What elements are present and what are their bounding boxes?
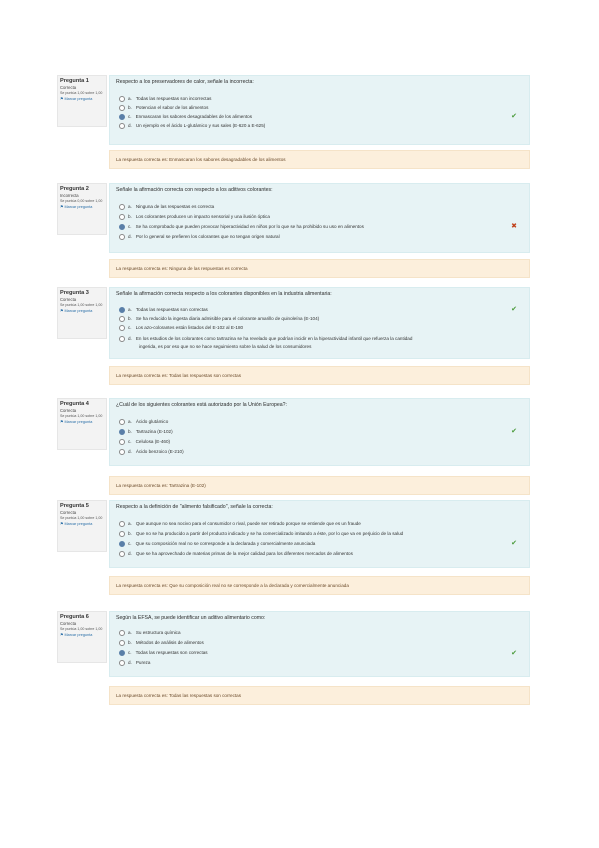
correct-answer-feedback: La respuesta correcta es: Tartrazina (E-102): [109, 476, 530, 495]
radio-button-selected[interactable]: [119, 541, 125, 547]
answer-option-continued: ingerida, es por eso que no se hace seguimiento sobre la salud de los consumidores: [139, 344, 312, 349]
answer-option[interactable]: b. Los colorantes producen un impacto sensorial y una ilusión óptica: [119, 214, 270, 220]
answer-option[interactable]: a. Que aunque no sea nocivo para el consumidor o rival, puede ser retirado porque se entiende que es un fraude: [119, 521, 361, 527]
radio-button-selected[interactable]: [119, 114, 125, 120]
question-number: Pregunta 6: [60, 614, 89, 620]
question-state: Correcta: [60, 85, 77, 90]
question-grade: Se puntúa 1,00 sobre 1,00: [60, 627, 103, 631]
answer-option[interactable]: a. Su estructura química: [119, 630, 181, 636]
flag-icon: ⚑: [60, 419, 64, 424]
answer-option[interactable]: c. Celulosa (E-460): [119, 439, 170, 445]
radio-button[interactable]: [119, 640, 125, 646]
radio-button[interactable]: [119, 531, 125, 537]
cross-icon: ✖: [511, 223, 517, 230]
radio-button[interactable]: [119, 439, 125, 445]
question-info: [57, 183, 107, 235]
answer-option[interactable]: d. Por lo general se prefieren los colorantes que no tengan origen natural: [119, 234, 280, 240]
radio-button[interactable]: [119, 449, 125, 455]
answer-option[interactable]: d. En los estudios de los colorantes como tartrazina se ha revelado que podrían incidir en la hiperactividad infantil que refuerza la cantidad: [119, 336, 412, 342]
flag-icon: ⚑: [60, 96, 64, 101]
question-state: Correcta: [60, 510, 77, 515]
radio-button[interactable]: [119, 419, 125, 425]
check-icon: ✔: [511, 306, 517, 313]
question-prompt: Señale la afirmación correcta respecto a los colorantes disponibles en la industria alimentaria:: [116, 291, 332, 297]
answer-option[interactable]: b. Que no se ha producido a partir del producto indicado y se ha comercializado imitando a éste, por lo que va en perjuicio de la salud: [119, 531, 403, 537]
flag-question-link[interactable]: ⚑ Marcar pregunta: [60, 308, 93, 313]
answer-option[interactable]: a. Ninguna de las respuestas es correcta: [119, 204, 214, 210]
correct-answer-feedback: La respuesta correcta es: Todas las respuestas son correctas: [109, 366, 530, 385]
question-prompt: Respecto a los preservadores de calor, señale la incorrecta:: [116, 79, 254, 85]
answer-option[interactable]: d. Que se ha aprovechado de materias primas de la mejor calidad para los diferentes mercados de alimentos: [119, 551, 353, 557]
answer-option[interactable]: d. Pureza: [119, 660, 150, 666]
question-info: [57, 398, 107, 450]
correct-answer-feedback: La respuesta correcta es: Todas las respuestas son correctas: [109, 686, 530, 705]
question-prompt: Señale la afirmación correcta con respecto a los aditivos colorantes:: [116, 187, 273, 193]
question-state: Correcta: [60, 621, 77, 626]
flag-question-link[interactable]: ⚑ Marcar pregunta: [60, 204, 93, 209]
answer-option[interactable]: c. Todas las respuestas son correctas: [119, 650, 208, 656]
question-state: Correcta: [60, 408, 77, 413]
question-content: [109, 287, 530, 359]
question-grade: Se puntúa 0,00 sobre 1,00: [60, 199, 103, 203]
question-info: [57, 611, 107, 663]
flag-icon: ⚑: [60, 204, 64, 209]
radio-button-selected[interactable]: [119, 429, 125, 435]
question-number: Pregunta 2: [60, 186, 89, 192]
check-icon: ✔: [511, 113, 517, 120]
question-prompt: ¿Cuál de los siguientes colorantes está autorizado por la Unión Europea?:: [116, 402, 288, 408]
answer-option[interactable]: c. Que su composición real no se corresponde a la declarada y comercialmente anunciada: [119, 541, 315, 547]
answer-option[interactable]: c. Se ha comprobado que pueden provocar hiperactividad en niños por lo que se ha prohibido su uso en alimentos: [119, 224, 364, 230]
answer-option[interactable]: b. Métodos de análisis de alimentos: [119, 640, 204, 646]
question-content: [109, 183, 530, 253]
answer-option[interactable]: c. Los azo-colorantes están listados del E-102 al E-180: [119, 325, 243, 331]
radio-button[interactable]: [119, 234, 125, 240]
check-icon: ✔: [511, 428, 517, 435]
answer-option[interactable]: d. Un ejemplo es el ácido L-glutámico y sus sales (E-620 a E-625): [119, 123, 265, 129]
flag-icon: ⚑: [60, 308, 64, 313]
flag-icon: ⚑: [60, 632, 64, 637]
question-content: [109, 611, 530, 677]
question-number: Pregunta 5: [60, 503, 89, 509]
radio-button[interactable]: [119, 660, 125, 666]
radio-button[interactable]: [119, 214, 125, 220]
question-state: Incorrecta: [60, 193, 79, 198]
answer-option[interactable]: b. Se ha reducido la ingesta diaria admisible para el colorante amarillo de quinoleína (E-104): [119, 316, 319, 322]
question-prompt: Según la EFSA, se puede identificar un aditivo alimentario como:: [116, 615, 266, 621]
radio-button[interactable]: [119, 204, 125, 210]
question-number: Pregunta 3: [60, 290, 89, 296]
answer-option[interactable]: a. Ácido glutámico: [119, 419, 168, 425]
question-grade: Se puntúa 1,00 sobre 1,00: [60, 91, 103, 95]
question-content: [109, 75, 530, 145]
radio-button-selected[interactable]: [119, 650, 125, 656]
check-icon: ✔: [511, 540, 517, 547]
question-prompt: Respecto a la definición de "alimento falsificado", señale la correcta:: [116, 504, 273, 510]
radio-button-selected[interactable]: [119, 307, 125, 313]
question-info: [57, 75, 107, 127]
answer-option[interactable]: b. Potencian el sabor de los alimentos: [119, 105, 208, 111]
radio-button[interactable]: [119, 521, 125, 527]
radio-button[interactable]: [119, 336, 125, 342]
radio-button[interactable]: [119, 325, 125, 331]
radio-button[interactable]: [119, 551, 125, 557]
answer-option[interactable]: c. Enmascaran los sabores desagradables de los alimentos: [119, 114, 252, 120]
question-content: [109, 398, 530, 466]
answer-option[interactable]: a. Todas las respuestas son correctas: [119, 307, 208, 313]
flag-question-link[interactable]: ⚑ Marcar pregunta: [60, 419, 93, 424]
question-grade: Se puntúa 1,00 sobre 1,00: [60, 303, 103, 307]
answer-option[interactable]: b. Tartrazina (E-102): [119, 429, 173, 435]
answer-option[interactable]: a. Todas las respuestas son incorrectas: [119, 96, 211, 102]
radio-button[interactable]: [119, 96, 125, 102]
question-number: Pregunta 1: [60, 78, 89, 84]
correct-answer-feedback: La respuesta correcta es: Enmascaran los sabores desagradables de los alimentos: [109, 150, 530, 169]
flag-icon: ⚑: [60, 521, 64, 526]
radio-button[interactable]: [119, 316, 125, 322]
correct-answer-feedback: La respuesta correcta es: Que su composición real no se corresponde a la declarada y comercialmente anunciada: [109, 576, 530, 595]
question-grade: Se puntúa 1,00 sobre 1,00: [60, 516, 103, 520]
radio-button[interactable]: [119, 123, 125, 129]
question-grade: Se puntúa 1,00 sobre 1,00: [60, 414, 103, 418]
radio-button[interactable]: [119, 105, 125, 111]
flag-question-link[interactable]: ⚑ Marcar pregunta: [60, 521, 93, 526]
flag-question-link[interactable]: ⚑ Marcar pregunta: [60, 96, 93, 101]
question-info: [57, 500, 107, 552]
question-info: [57, 287, 107, 339]
question-content: [109, 500, 530, 568]
question-state: Correcta: [60, 297, 77, 302]
radio-button-selected[interactable]: [119, 224, 125, 230]
flag-question-link[interactable]: ⚑ Marcar pregunta: [60, 632, 93, 637]
question-number: Pregunta 4: [60, 401, 89, 407]
radio-button[interactable]: [119, 630, 125, 636]
answer-option[interactable]: d. Ácido benzoico (E-210): [119, 449, 184, 455]
check-icon: ✔: [511, 650, 517, 657]
correct-answer-feedback: La respuesta correcta es: Ninguna de las respuestas es correcta: [109, 259, 530, 278]
